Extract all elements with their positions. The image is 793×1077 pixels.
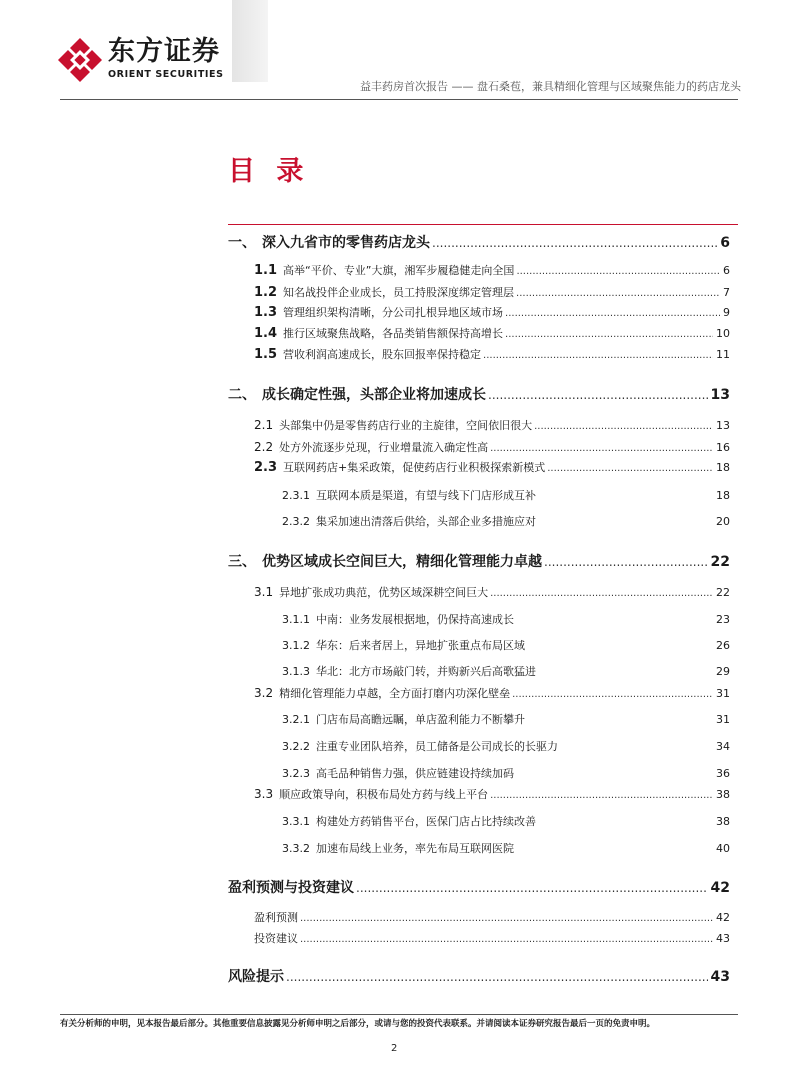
toc-entry-page: 10 xyxy=(716,327,730,340)
toc-entry[interactable] xyxy=(228,879,730,897)
toc-entry-title: 门店布局高瞻远瞩，单店盈利能力不断攀升 xyxy=(316,713,525,726)
toc-entry-page: 18 xyxy=(716,461,730,474)
toc-entry-number: 2.3.1 xyxy=(282,489,310,502)
toc-entry[interactable] xyxy=(228,553,730,571)
toc-entry-title: 精细化管理能力卓越，全方面打磨内功深化壁垒 xyxy=(279,687,511,700)
logo-chinese-name: 东方证券 xyxy=(108,36,220,67)
toc-entry-page: 42 xyxy=(716,911,730,924)
toc-entry[interactable] xyxy=(282,613,730,627)
toc-entry-page: 13 xyxy=(716,419,730,432)
toc-entry-number: 三、 xyxy=(228,554,256,570)
toc-entry-page: 6 xyxy=(723,264,730,277)
footer-divider xyxy=(60,1014,738,1015)
toc-entry-number: 1.2 xyxy=(254,285,278,300)
toc-entry-page: 18 xyxy=(716,489,730,502)
toc-entry-title: 深入九省市的零售药店龙头 xyxy=(262,235,430,251)
toc-entry-title: 互联网本质是渠道，有望与线下门店形成互补 xyxy=(316,489,536,502)
toc-entry-title: 中南：业务发展根据地，仍保持高速成长 xyxy=(316,613,514,626)
toc-leader-dots xyxy=(300,912,713,926)
toc-entry-page: 23 xyxy=(716,613,730,626)
report-title: 益丰药房首次报告 —— 盘石桑苞，兼具精细化管理与区域聚焦能力的药店龙头 xyxy=(360,80,741,93)
toc-entry[interactable] xyxy=(254,461,730,476)
toc-entry-page: 20 xyxy=(716,515,730,528)
toc-entry-number: 1.1 xyxy=(254,263,278,278)
toc-entry[interactable] xyxy=(254,585,730,601)
toc-entry-title: 风险提示 xyxy=(228,969,284,985)
toc-entry-number: 2.1 xyxy=(254,418,274,432)
toc-leader-dots xyxy=(516,265,720,279)
toc-entry[interactable] xyxy=(254,440,730,456)
toc-leader-dots xyxy=(505,307,720,321)
toc-entry[interactable] xyxy=(282,740,730,754)
toc-entry-title: 异地扩张成功典范，优势区域深耕空间巨大 xyxy=(279,586,489,599)
toc-entry[interactable] xyxy=(282,842,730,856)
table-of-contents xyxy=(228,0,734,1077)
toc-leader-dots xyxy=(490,587,713,601)
toc-entry-number: 3.2.1 xyxy=(282,713,310,726)
toc-entry-page: 36 xyxy=(716,767,730,780)
toc-entry-title: 华北：北方市场敲门转，并购新兴后高歌猛进 xyxy=(316,665,536,678)
toc-entry-number: 二、 xyxy=(228,387,256,403)
toc-entry-number: 3.2 xyxy=(254,686,274,700)
toc-entry-title: 集采加速出清落后供给，头部企业多措施应对 xyxy=(316,515,536,528)
toc-entry-number: 3.1.2 xyxy=(282,639,310,652)
toc-entry[interactable] xyxy=(254,306,730,321)
toc-entry-page: 43 xyxy=(716,932,730,945)
toc-entry-number: 2.3 xyxy=(254,460,278,475)
toc-leader-dots xyxy=(432,234,717,252)
toc-leader-dots xyxy=(544,553,708,571)
toc-entry-title: 营收利润高速成长，股东回报率保持稳定 xyxy=(283,348,482,361)
toc-entry-number: 3.2.2 xyxy=(282,740,310,753)
toc-entry-title: 顺应政策导向，积极布局处方药与线上平台 xyxy=(279,788,489,801)
toc-entry-page: 38 xyxy=(716,815,730,828)
toc-entry-title: 优势区域成长空间巨大，精细化管理能力卓越 xyxy=(262,554,542,570)
toc-entry-page: 31 xyxy=(716,687,730,700)
toc-entry-title: 华东：后来者居上，异地扩张重点布局区域 xyxy=(316,639,525,652)
toc-entry-page: 22 xyxy=(710,554,730,570)
toc-leader-dots xyxy=(516,287,720,301)
toc-leader-dots xyxy=(300,933,713,947)
toc-entry-title: 注重专业团队培养，员工储备是公司成长的长驱力 xyxy=(316,740,558,753)
toc-entry[interactable] xyxy=(282,639,730,653)
toc-entry[interactable] xyxy=(254,787,730,803)
toc-leader-dots xyxy=(356,879,708,897)
toc-entry-title: 知名战投伴企业成长，员工持股深度绑定管理层 xyxy=(283,286,515,299)
toc-leader-dots xyxy=(505,328,713,342)
toc-entry-page: 42 xyxy=(710,880,730,896)
toc-entry-number: 3.1 xyxy=(254,585,274,599)
toc-leader-dots xyxy=(286,968,708,986)
toc-entry[interactable] xyxy=(228,234,730,252)
toc-entry-number: 3.1.3 xyxy=(282,665,310,678)
toc-entry[interactable] xyxy=(228,968,730,986)
toc-entry-number: 1.5 xyxy=(254,347,278,362)
toc-entry-page: 22 xyxy=(716,586,730,599)
toc-entry[interactable] xyxy=(282,815,730,829)
toc-entry-number: 3.2.3 xyxy=(282,767,310,780)
toc-entry-page: 31 xyxy=(716,713,730,726)
toc-entry[interactable] xyxy=(254,327,730,342)
toc-entry-title: 高举“平价、专业”大旗，湘军步履稳健走向全国 xyxy=(283,264,515,277)
toc-entry-title: 管理组织架构清晰，分公司扎根异地区域市场 xyxy=(283,306,504,319)
toc-entry[interactable] xyxy=(254,686,730,702)
toc-entry-number: 一、 xyxy=(228,235,256,251)
toc-entry-page: 13 xyxy=(710,387,730,403)
toc-entry-page: 26 xyxy=(716,639,730,652)
toc-entry-number: 3.3.1 xyxy=(282,815,310,828)
toc-entry-page: 6 xyxy=(720,235,730,251)
toc-entry-number: 2.2 xyxy=(254,440,274,454)
toc-leader-dots xyxy=(490,789,713,803)
toc-entry-page: 34 xyxy=(716,740,730,753)
toc-entry-title: 头部集中仍是零售药店行业的主旋律，空间依旧很大 xyxy=(279,419,533,432)
toc-entry[interactable] xyxy=(254,418,730,434)
toc-leader-dots xyxy=(488,386,708,404)
toc-entry-title: 投资建议 xyxy=(254,932,298,945)
toc-leader-dots xyxy=(512,688,713,702)
toc-entry-page: 16 xyxy=(716,441,730,454)
toc-leader-dots xyxy=(490,442,713,456)
toc-entry-number: 3.3 xyxy=(254,787,274,801)
toc-entry-title: 推行区域聚焦战略，各品类销售额保持高增长 xyxy=(283,327,504,340)
toc-entry-number: 2.3.2 xyxy=(282,515,310,528)
toc-leader-dots xyxy=(483,349,713,363)
toc-entry-title: 盈利预测 xyxy=(254,911,298,924)
toc-heading: 目 录 xyxy=(228,156,310,187)
toc-entry-title: 高毛品种销售力强，供应链建设持续加码 xyxy=(316,767,514,780)
toc-entry-page: 40 xyxy=(716,842,730,855)
analyst-disclaimer: 有关分析师的申明，见本报告最后部分。其他重要信息披露见分析师申明之后部分，或请与您的投资代表联系。并请阅读本证券研究报告最后一页的免责申明。 xyxy=(60,1019,656,1029)
page-number: 2 xyxy=(391,1043,398,1054)
toc-entry-page: 38 xyxy=(716,788,730,801)
toc-entry[interactable] xyxy=(282,767,730,781)
toc-leader-dots xyxy=(547,462,713,476)
orient-securities-logo-icon xyxy=(56,36,104,84)
toc-leader-dots xyxy=(534,420,713,434)
toc-entry-number: 1.4 xyxy=(254,326,278,341)
toc-entry-number: 3.3.2 xyxy=(282,842,310,855)
toc-entry-number: 3.1.1 xyxy=(282,613,310,626)
toc-entry-title: 成长确定性强，头部企业将加速成长 xyxy=(262,387,486,403)
logo-english-name: ORIENT SECURITIES xyxy=(108,69,224,80)
toc-entry-page: 29 xyxy=(716,665,730,678)
toc-entry-title: 加速布局线上业务，率先布局互联网医院 xyxy=(316,842,514,855)
toc-entry-page: 11 xyxy=(716,348,730,361)
toc-entry[interactable] xyxy=(282,515,730,529)
toc-entry-title: 处方外流逐步兑现，行业增量流入确定性高 xyxy=(279,441,489,454)
toc-entry[interactable] xyxy=(282,665,730,679)
toc-entry[interactable] xyxy=(254,286,730,301)
toc-entry-number: 1.3 xyxy=(254,305,278,320)
toc-entry[interactable] xyxy=(254,932,730,947)
toc-entry-page: 9 xyxy=(723,306,730,319)
toc-entry-page: 7 xyxy=(723,286,730,299)
toc-entry[interactable] xyxy=(282,713,730,727)
toc-entry-title: 盈利预测与投资建议 xyxy=(228,880,354,896)
toc-entry[interactable] xyxy=(228,386,730,404)
toc-entry[interactable] xyxy=(282,489,730,503)
toc-entry[interactable] xyxy=(254,911,730,926)
toc-entry-page: 43 xyxy=(710,969,730,985)
toc-entry[interactable] xyxy=(254,348,730,363)
toc-entry-title: 互联网药店+集采政策，促使药店行业积极探索新模式 xyxy=(283,461,546,474)
toc-entry-title: 构建处方药销售平台，医保门店占比持续改善 xyxy=(316,815,536,828)
toc-entry[interactable] xyxy=(254,264,730,279)
